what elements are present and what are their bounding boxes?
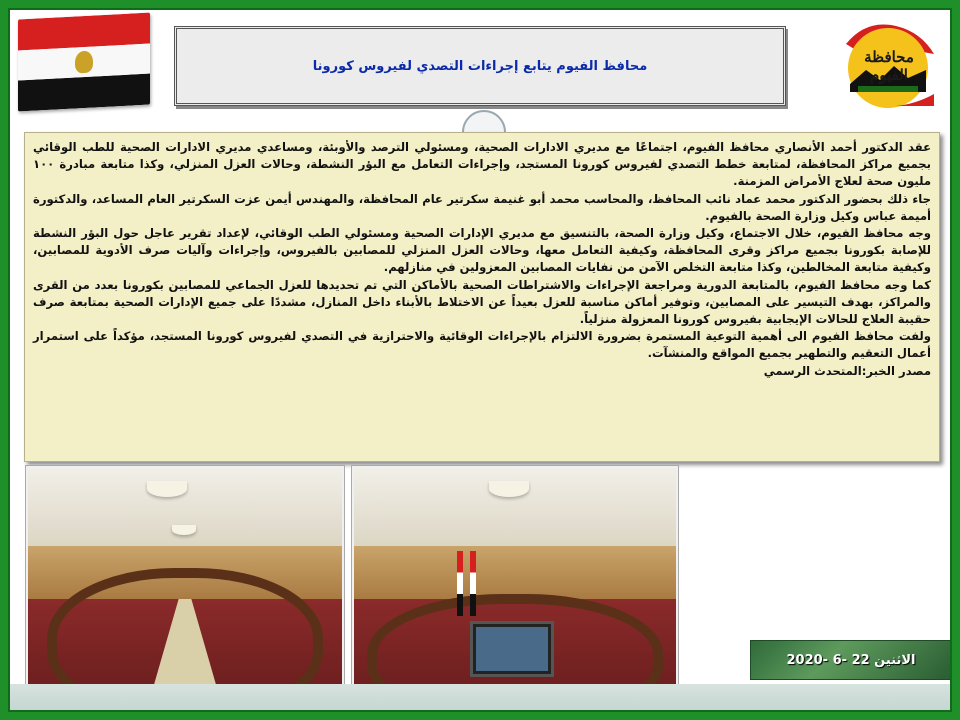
meeting-photo-right xyxy=(352,466,678,688)
monitor-screen xyxy=(470,621,554,678)
eagle-emblem-icon xyxy=(75,51,93,74)
article-paragraph: عقد الدكتور أحمد الأنصاري محافظ الفيوم، اجتماعًا مع مديري الادارات الصحية، ومسئولي الترصد والأوبئة، ومساعدي مديري الادارات الصحية للطب الوقائي بجميع مراكز المحافظة، لمتابعة خطط التصدي لفيروس كورونا المستجد، وإجراءات التعامل مع البؤر النشطة، وحالات العزل المنزلي، وكذا متابعة مبادرة ١٠٠ مليون صحة لعلاج الأمراض المزمنة. xyxy=(33,140,931,189)
fayoum-governorate-logo xyxy=(836,14,940,114)
date-badge xyxy=(750,640,952,680)
footer-stripe xyxy=(10,684,950,710)
egypt-flag-icon xyxy=(18,13,150,112)
page xyxy=(8,8,952,712)
article-paragraph: ولفت محافظ الفيوم الى أهمية التوعية المستمرة بضرورة الالتزام بالإجراءات الوقائية والاحترازية في التصدي لفيروس كورونا المستجد، مؤكداً على استمرار أعمال التعقيم والتطهير بجميع المواقع والمنشآت. xyxy=(33,329,931,361)
article-paragraph: كما وجه محافظ الفيوم، بالمتابعة الدورية ومراجعة الإجراءات والاشتراطات الصحية بالأماكن التي تم تحديدها للعزل الجماعي للمصابين بكورونا بعدد من القرى والمراكز، بهدف التيسير على المصابين، وتوفير أماكن مناسبة للعزل بعيداً عن الاختلاط بالأبناء داخل المنازل، مشددًا على جميع الإدارات الصحية بمتابعة صرف حقيبة العلاج للحالات الإيجابية بفيروس كورونا المعزولة منزلياً. xyxy=(33,277,931,327)
news-source: مصدر الخبر:المتحدث الرسمي xyxy=(763,363,931,378)
publish-date: الاثنين 22 -6 -2020 xyxy=(786,652,916,668)
page-title: محافظ الفيوم يتابع إجراءات التصدي لفيروس كورونا xyxy=(312,58,648,74)
logo-text: محافظة الفيوم xyxy=(864,48,914,84)
title-box xyxy=(174,26,786,106)
article-paragraph: جاء ذلك بحضور الدكتور محمد عماد نائب المحافظ، والمحاسب محمد أبو غنيمة سكرتير عام المحافظة، والمهندس أيمن عزت السكرتير العام المساعد، والدكتورة أميمة عباس وكيل وزارة الصحة بالفيوم. xyxy=(33,191,931,223)
article-body xyxy=(24,132,940,462)
article-paragraph: وجه محافظ الفيوم، خلال الاجتماع، وكيل وزارة الصحة، بالتنسيق مع مديري الإدارات الصحية ومسئولي الطب الوقائي، لإعداد تقرير عاجل حول البؤر النشطة للإصابة بكورونا بجميع مراكز وقرى المحافظة، وكيفية التعامل معها، وحالات العزل المنزلي للمصابين بالفيروس، وإجراءات وآليات صرف الأدوية للمصابين، وكيفية متابعة المخالطين، وكذا متابعة التخلص الآمن من نفايات المصابين المعزولين في منازلهم. xyxy=(33,226,931,275)
meeting-photo-left xyxy=(26,466,344,688)
